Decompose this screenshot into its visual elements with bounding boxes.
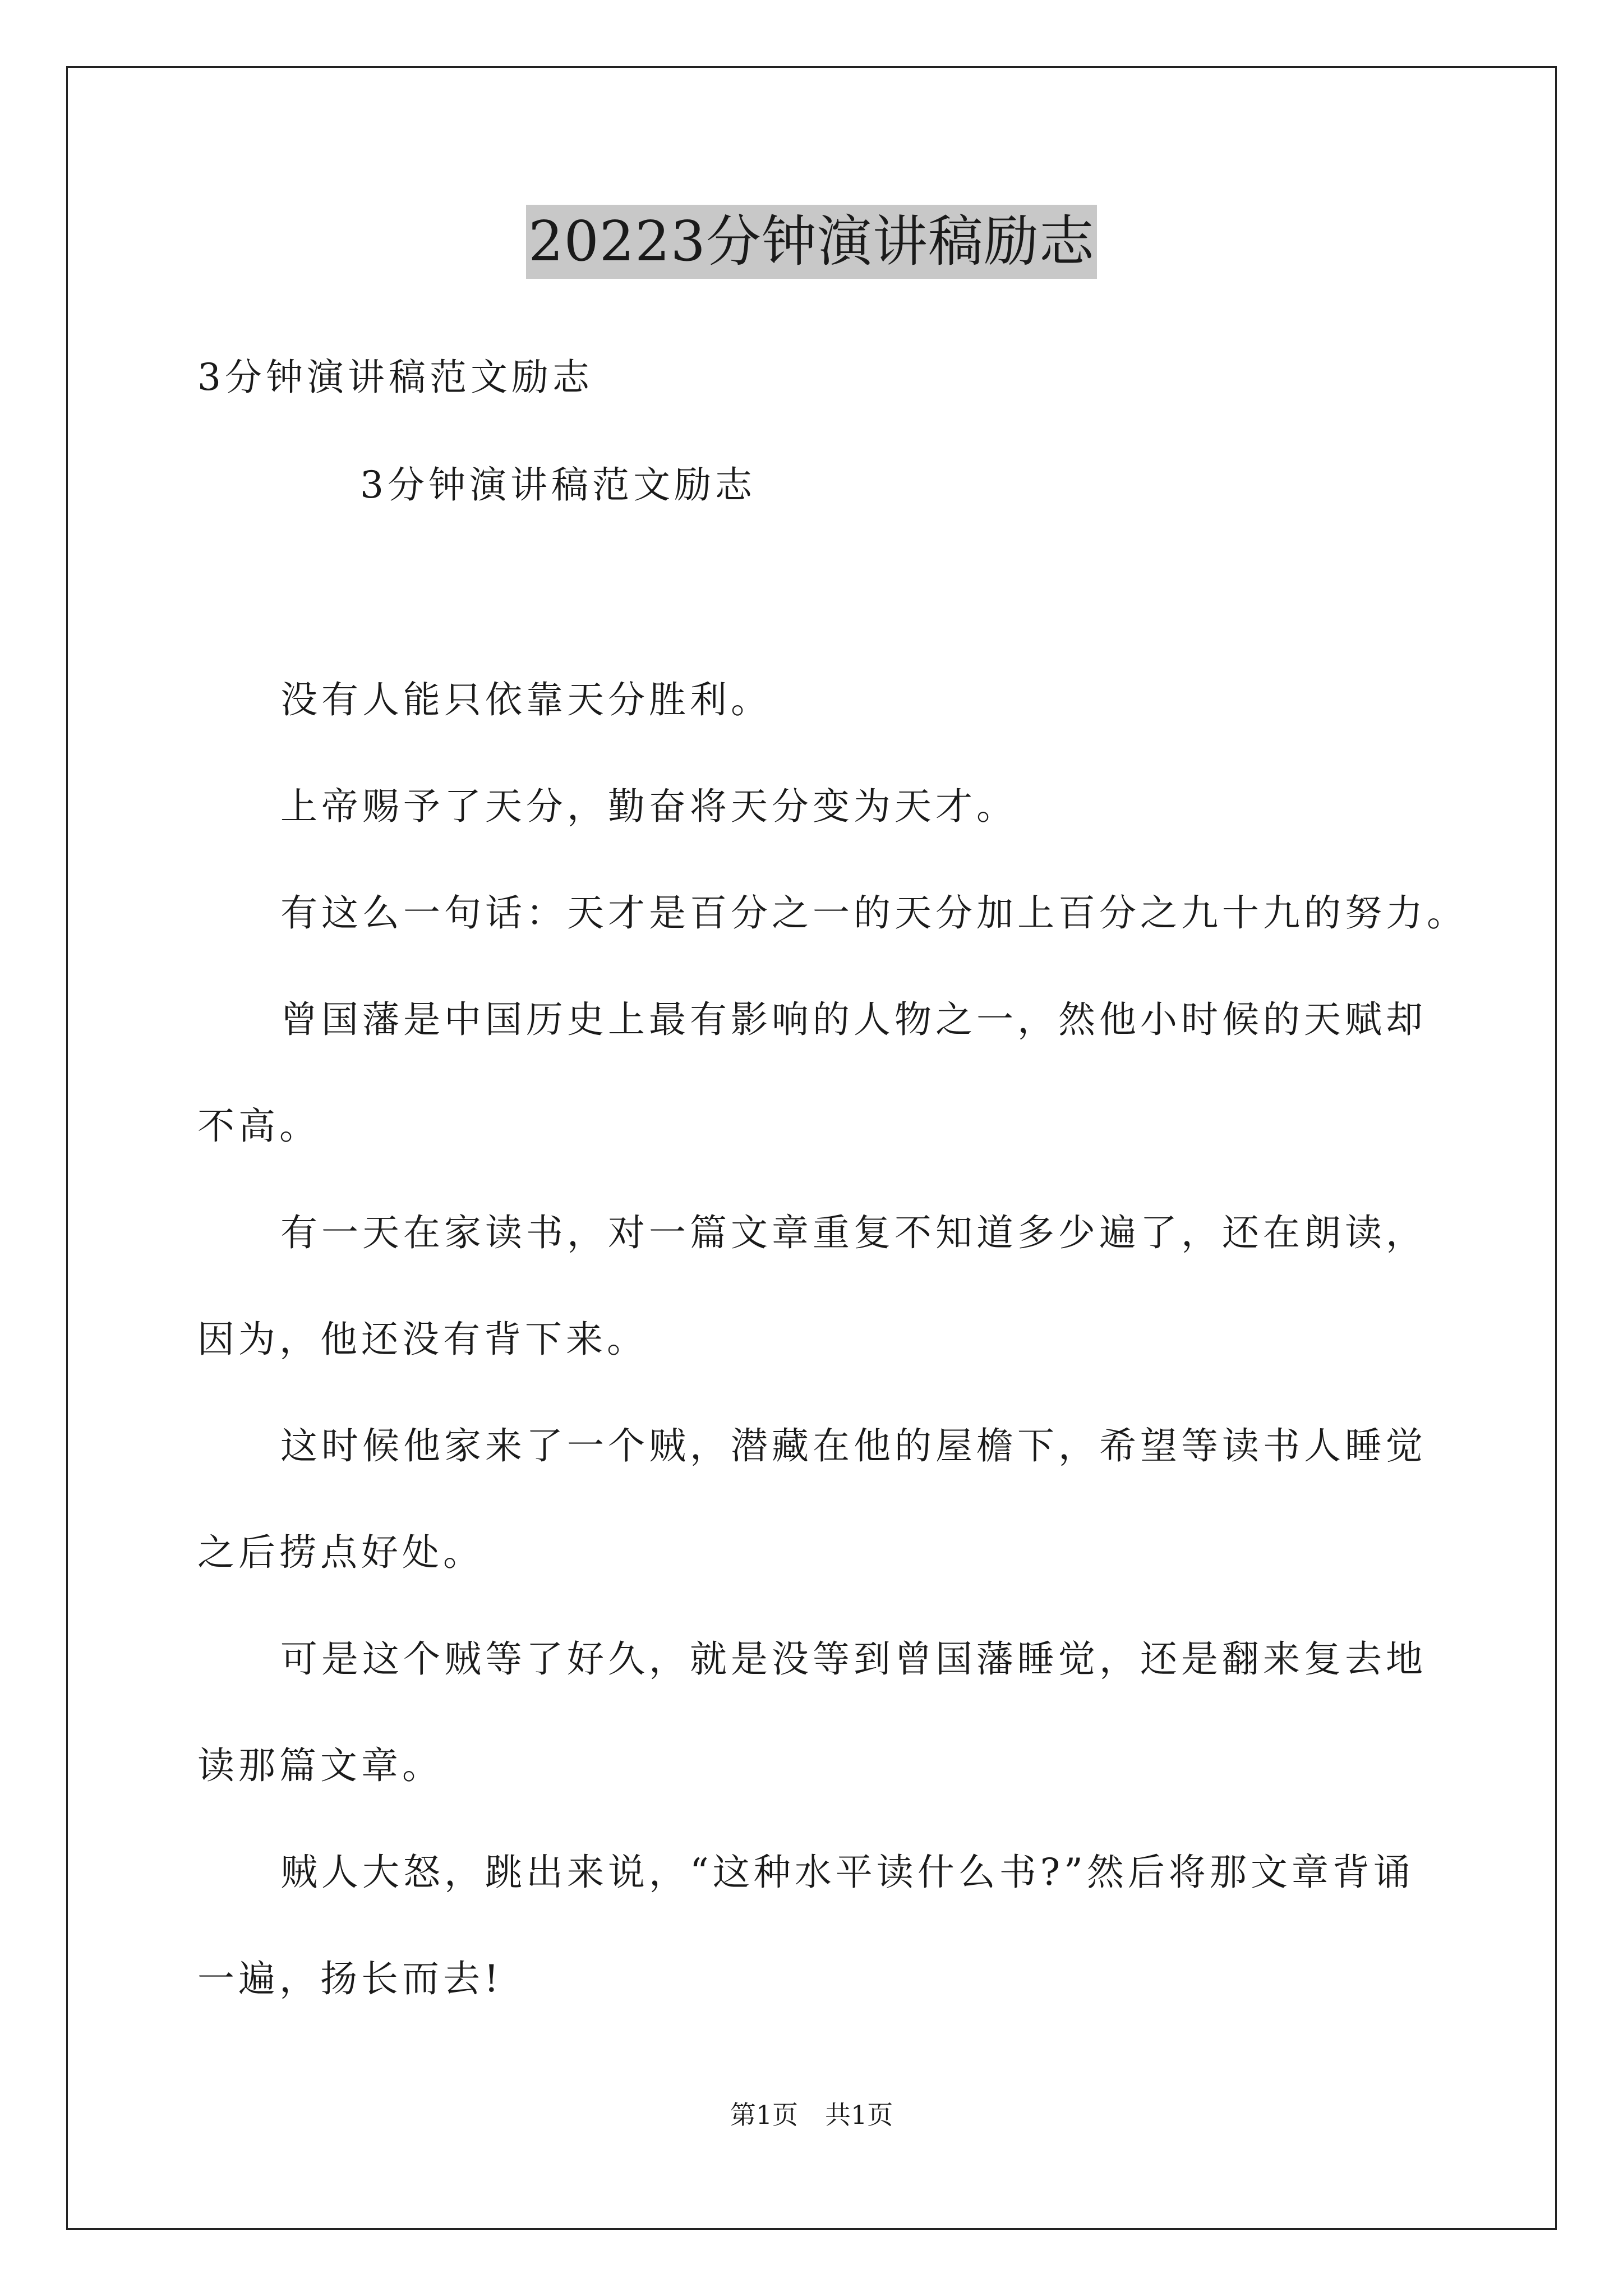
page-total: 共1页 xyxy=(825,2100,893,2130)
paragraph-line: 曾国藩是中国历史上最有影响的人物之一，然他小时候的天赋却 xyxy=(280,998,1427,1041)
page-footer xyxy=(0,2098,1623,2132)
paragraph-line: 有一天在家读书，对一篇文章重复不知道多少遍了，还在朗读， xyxy=(280,1211,1427,1254)
document-subtitle: 3分钟演讲稿范文励志 xyxy=(197,356,593,399)
paragraph-line: 上帝赐予了天分，勤奋将天分变为天才。 xyxy=(280,785,1017,828)
paragraph-line: 读那篇文章。 xyxy=(197,1744,443,1787)
page-number: 第1页 xyxy=(730,2100,798,2130)
document-title: 20223分钟演讲稿励志 xyxy=(526,205,1097,279)
paragraph-line: 贼人大怒，跳出来说，“这种水平读什么书?”然后将那文章背诵 xyxy=(280,1851,1414,1894)
title-container xyxy=(0,205,1623,279)
paragraph-line: 有这么一句话：天才是百分之一的天分加上百分之九十九的努力。 xyxy=(280,891,1468,935)
paragraph-line: 因为，他还没有背下来。 xyxy=(197,1318,648,1361)
paragraph-line: 这时候他家来了一个贼，潜藏在他的屋檐下，希望等读书人睡觉 xyxy=(280,1424,1427,1467)
document-heading: 3分钟演讲稿范文励志 xyxy=(360,463,756,507)
paragraph-line: 可是这个贼等了好久，就是没等到曾国藩睡觉，还是翻来复去地 xyxy=(280,1637,1427,1681)
paragraph-line: 没有人能只依靠天分胜利。 xyxy=(280,678,772,721)
paragraph-line: 之后捞点好处。 xyxy=(197,1531,484,1574)
paragraph-line: 一遍，扬长而去! xyxy=(197,1957,503,2000)
paragraph-line: 不高。 xyxy=(197,1105,320,1148)
